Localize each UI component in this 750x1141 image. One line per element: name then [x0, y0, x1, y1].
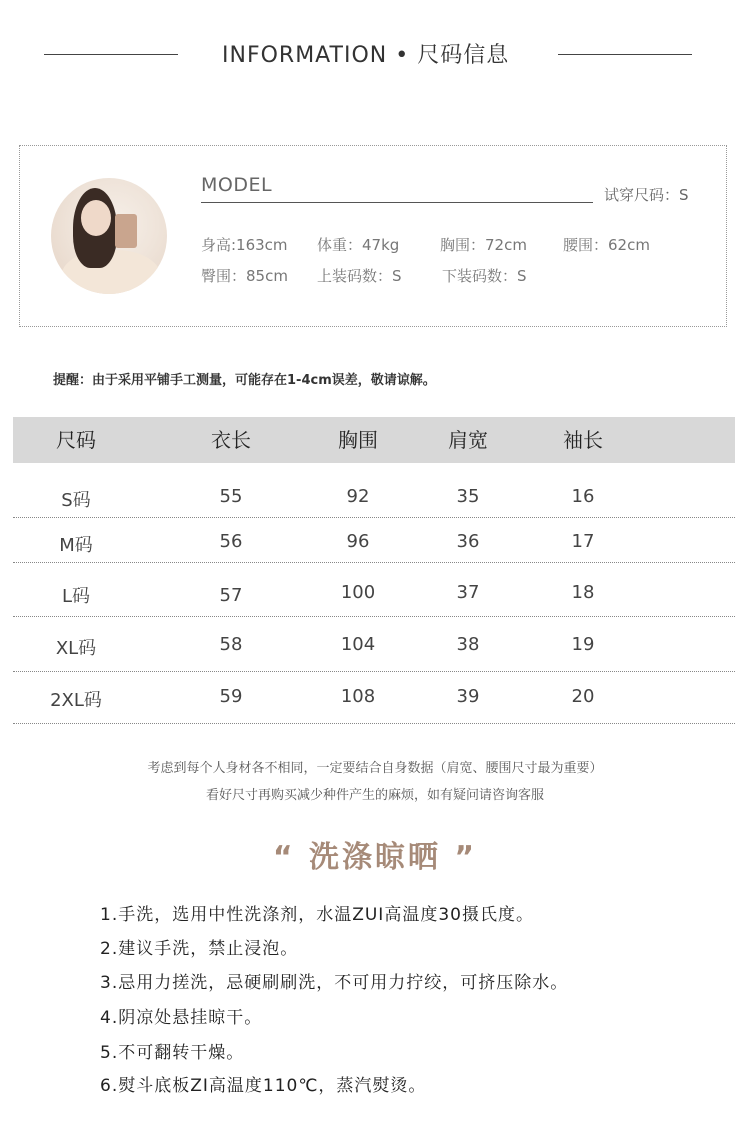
size-note-line-1: 考虑到每个人身材各不相同，一定要结合自身数据（肩宽、腰围尺寸最为重要） — [147, 761, 603, 776]
cell-sleeve: 18 — [571, 582, 595, 603]
cell-shoulder: 37 — [456, 582, 480, 603]
cell-length: 56 — [219, 531, 243, 552]
measurement-reminder: 提醒：由于采用平铺手工测量，可能存在1-4cm误差，敬请谅解。 — [53, 373, 436, 388]
wash-instruction: 6.熨斗底板ZI高温度110℃，蒸汽熨烫。 — [100, 1076, 427, 1096]
size-table-header — [13, 417, 735, 463]
cell-size: S码 — [61, 490, 91, 511]
wash-instruction: 1.手洗，选用中性洗涤剂，水温ZUI高温度30摄氏度。 — [100, 905, 534, 925]
row-divider — [13, 616, 735, 617]
wash-instruction: 4.阴凉处悬挂晾干。 — [100, 1008, 263, 1028]
cell-length: 55 — [219, 486, 243, 507]
cell-bust: 108 — [340, 686, 376, 707]
cell-sleeve: 20 — [571, 686, 595, 707]
try-size: 试穿尺码：S — [604, 186, 689, 204]
cell-shoulder: 35 — [456, 486, 480, 507]
header-divider-right — [558, 54, 692, 55]
cell-size: M码 — [59, 535, 93, 556]
model-hips: 臀围：85cm — [201, 267, 288, 285]
cell-bust: 92 — [346, 486, 370, 507]
row-divider — [13, 562, 735, 563]
header-divider-left — [44, 54, 178, 55]
cell-bust: 96 — [346, 531, 370, 552]
cell-shoulder: 38 — [456, 634, 480, 655]
row-divider — [13, 723, 735, 724]
model-waist: 腰围：62cm — [563, 236, 650, 254]
cell-size: 2XL码 — [50, 690, 102, 711]
cell-length: 59 — [219, 686, 243, 707]
wash-care-title: “ 洗涤晾晒 ” — [272, 840, 478, 875]
model-info-card — [19, 145, 727, 327]
cell-sleeve: 16 — [571, 486, 595, 507]
cell-sleeve: 19 — [571, 634, 595, 655]
header-length: 衣长 — [211, 428, 251, 452]
cell-length: 58 — [219, 634, 243, 655]
model-underline — [201, 202, 593, 203]
model-weight: 体重：47kg — [317, 236, 400, 254]
model-bust: 胸围：72cm — [440, 236, 527, 254]
section-header — [0, 38, 750, 70]
wash-instruction: 5.不可翻转干燥。 — [100, 1043, 245, 1063]
header-bust: 胸围 — [338, 428, 378, 452]
row-divider — [13, 671, 735, 672]
model-label: MODEL — [201, 174, 273, 196]
model-avatar — [51, 178, 167, 294]
model-height: 身高:163cm — [201, 236, 288, 254]
model-top-size: 上装码数：S — [317, 267, 402, 285]
cell-bust: 100 — [340, 582, 376, 603]
cell-sleeve: 17 — [571, 531, 595, 552]
cell-size: XL码 — [55, 638, 97, 659]
cell-shoulder: 39 — [456, 686, 480, 707]
header-sleeve: 袖长 — [563, 428, 603, 452]
cell-length: 57 — [219, 585, 243, 606]
model-bottom-size: 下装码数：S — [442, 267, 527, 285]
wash-instruction: 2.建议手洗，禁止浸泡。 — [100, 939, 299, 959]
wash-instruction: 3.忌用力搓洗，忌硬刷刷洗，不可用力拧绞，可挤压除水。 — [100, 973, 569, 993]
cell-bust: 104 — [340, 634, 376, 655]
section-title: INFORMATION • 尺码信息 — [222, 43, 510, 68]
header-size: 尺码 — [56, 428, 96, 452]
size-note-line-2: 看好尺寸再购买减少种件产生的麻烦，如有疑问请咨询客服 — [205, 788, 544, 803]
header-shoulder: 肩宽 — [448, 428, 488, 452]
cell-size: L码 — [61, 586, 91, 607]
row-divider — [13, 517, 735, 518]
cell-shoulder: 36 — [456, 531, 480, 552]
